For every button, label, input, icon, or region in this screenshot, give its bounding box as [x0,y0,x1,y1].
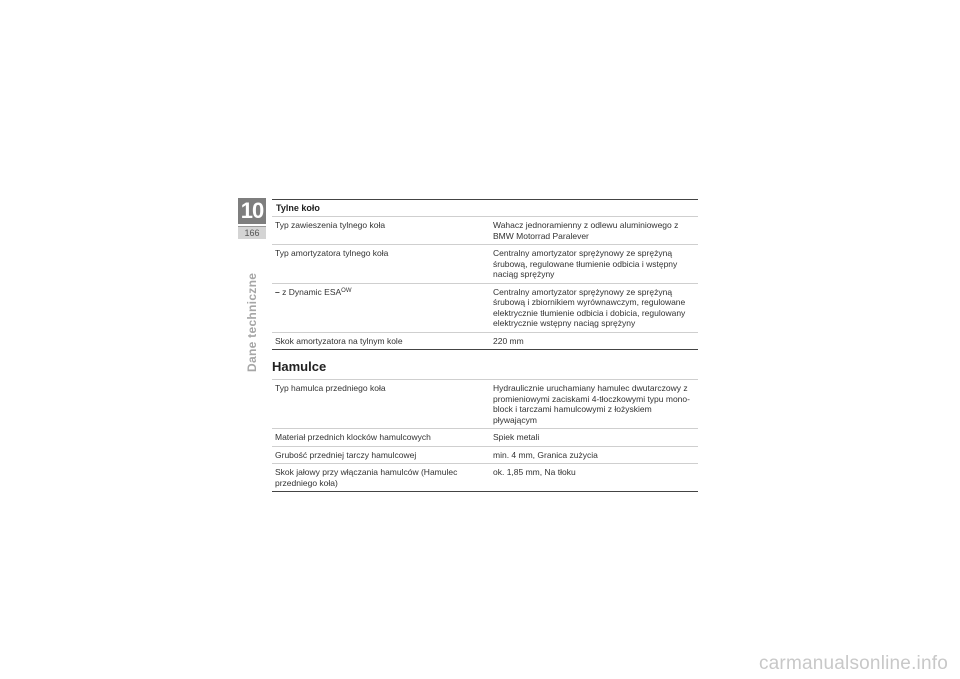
row-value: Centralny amortyzator sprężynowy ze sprężyną śrubową i zbiornikiem wyrównawczym, regulowane elektrycznie tłumienie odbicia i dobicia, regulowany elektrycznie wstępny naciąg sprężyny [487,283,698,332]
table-row [272,217,698,245]
row-label: Materiał przednich klocków hamulcowych [272,429,487,447]
table-row [272,446,698,464]
brakes-title: Hamulce [272,359,327,374]
rear-wheel-table [272,216,698,350]
page-number: 166 [238,226,266,239]
row-value: Wahacz jednoramienny z odlewu aluminiowego z BMW Motorrad Paralever [487,217,698,245]
chapter-number: 10 [238,198,266,224]
row-label [272,283,487,332]
spec-content [272,199,698,492]
watermark: carmanualsonline.info [758,653,948,674]
row-label: Skok amortyzatora na tylnym kole [272,332,487,350]
rear-wheel-title: Tylne koło [276,203,320,213]
row-label: Typ amortyzatora tylnego koła [272,245,487,284]
row-label: Typ hamulca przedniego koła [272,380,487,429]
table-row [272,283,698,332]
table-row [272,380,698,429]
table-row [272,245,698,284]
row-value: Spiek metali [487,429,698,447]
table-row [272,464,698,492]
table-row [272,429,698,447]
dash-prefix: – [275,286,280,297]
row-value: 220 mm [487,332,698,350]
option-superscript: OW [341,287,352,294]
row-label: Typ zawieszenia tylnego koła [272,217,487,245]
brakes-table [272,379,698,492]
row-value: ok. 1,85 mm, Na tłoku [487,464,698,492]
row-value: Hydraulicznie uruchamiany hamulec dwutarczowy z promieniowymi zaciskami 4-tłoczkowymi typu mono-block i tarczami hamulcowymi z łożyskiem pływającym [487,380,698,429]
row-value: Centralny amortyzator sprężynowy ze sprężyną śrubową, regulowane tłumienie odbicia i wstępny naciąg sprężyny [487,245,698,284]
row-label: Grubość przedniej tarczy hamulcowej [272,446,487,464]
chapter-tab [238,198,266,239]
row-label-text: z Dynamic ESA [282,286,342,297]
chapter-title: Dane techniczne [245,272,259,372]
row-label: Skok jałowy przy włączania hamulców (Hamulec przedniego koła) [272,464,487,492]
row-value: min. 4 mm, Granica zużycia [487,446,698,464]
table-row [272,332,698,350]
